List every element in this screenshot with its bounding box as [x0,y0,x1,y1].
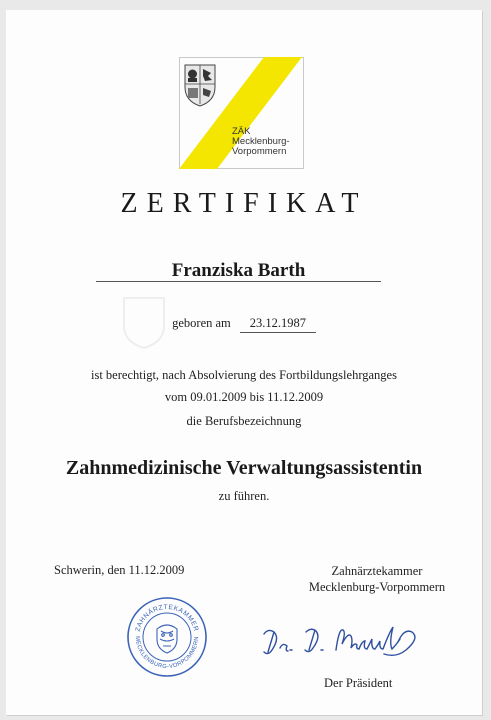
text-line-2: vom 09.01.2009 bis 11.12.2009 [164,390,324,404]
born-label: geboren am [172,316,231,330]
issuing-organization [302,563,452,595]
coat-of-arms-icon [185,65,215,106]
signer-title: Der Präsident [324,676,393,690]
holder-name: Franziska Barth [171,260,306,281]
text-line-4: zu führen. [218,489,270,503]
signature-icon [258,620,448,670]
logo-line2: Vorpommern [232,146,287,157]
logo-line1: Mecklenburg- [232,136,290,147]
org-line2: Mecklenburg-Vorpommern [308,580,446,594]
logo-name: ZÄK [232,126,251,137]
certificate-page [6,10,482,715]
stamp-text-bottom: MECKLENBURG-VORPOMMERN [133,636,201,671]
place-date: Schwerin, den 11.12.2009 [54,563,185,577]
certificate-title: ZERTIFIKAT [120,188,368,219]
official-stamp-icon [126,596,208,678]
birth-line [6,316,482,333]
text-line-3: die Berufsbezeichnung [186,414,302,428]
born-date: 23.12.1987 [240,316,316,333]
text-line-1: ist berechtigt, nach Absolvierung des Fortbildungslehrganges [91,368,397,382]
profession-title: Zahnmedizinische Verwaltungsassistentin [65,457,423,479]
org-line1: Zahnärztekammer [331,564,423,578]
stamp-text-top: ZAHNÄRZTEKAMMER [134,603,200,633]
holder-underline [96,281,381,282]
logo-label [232,127,312,157]
